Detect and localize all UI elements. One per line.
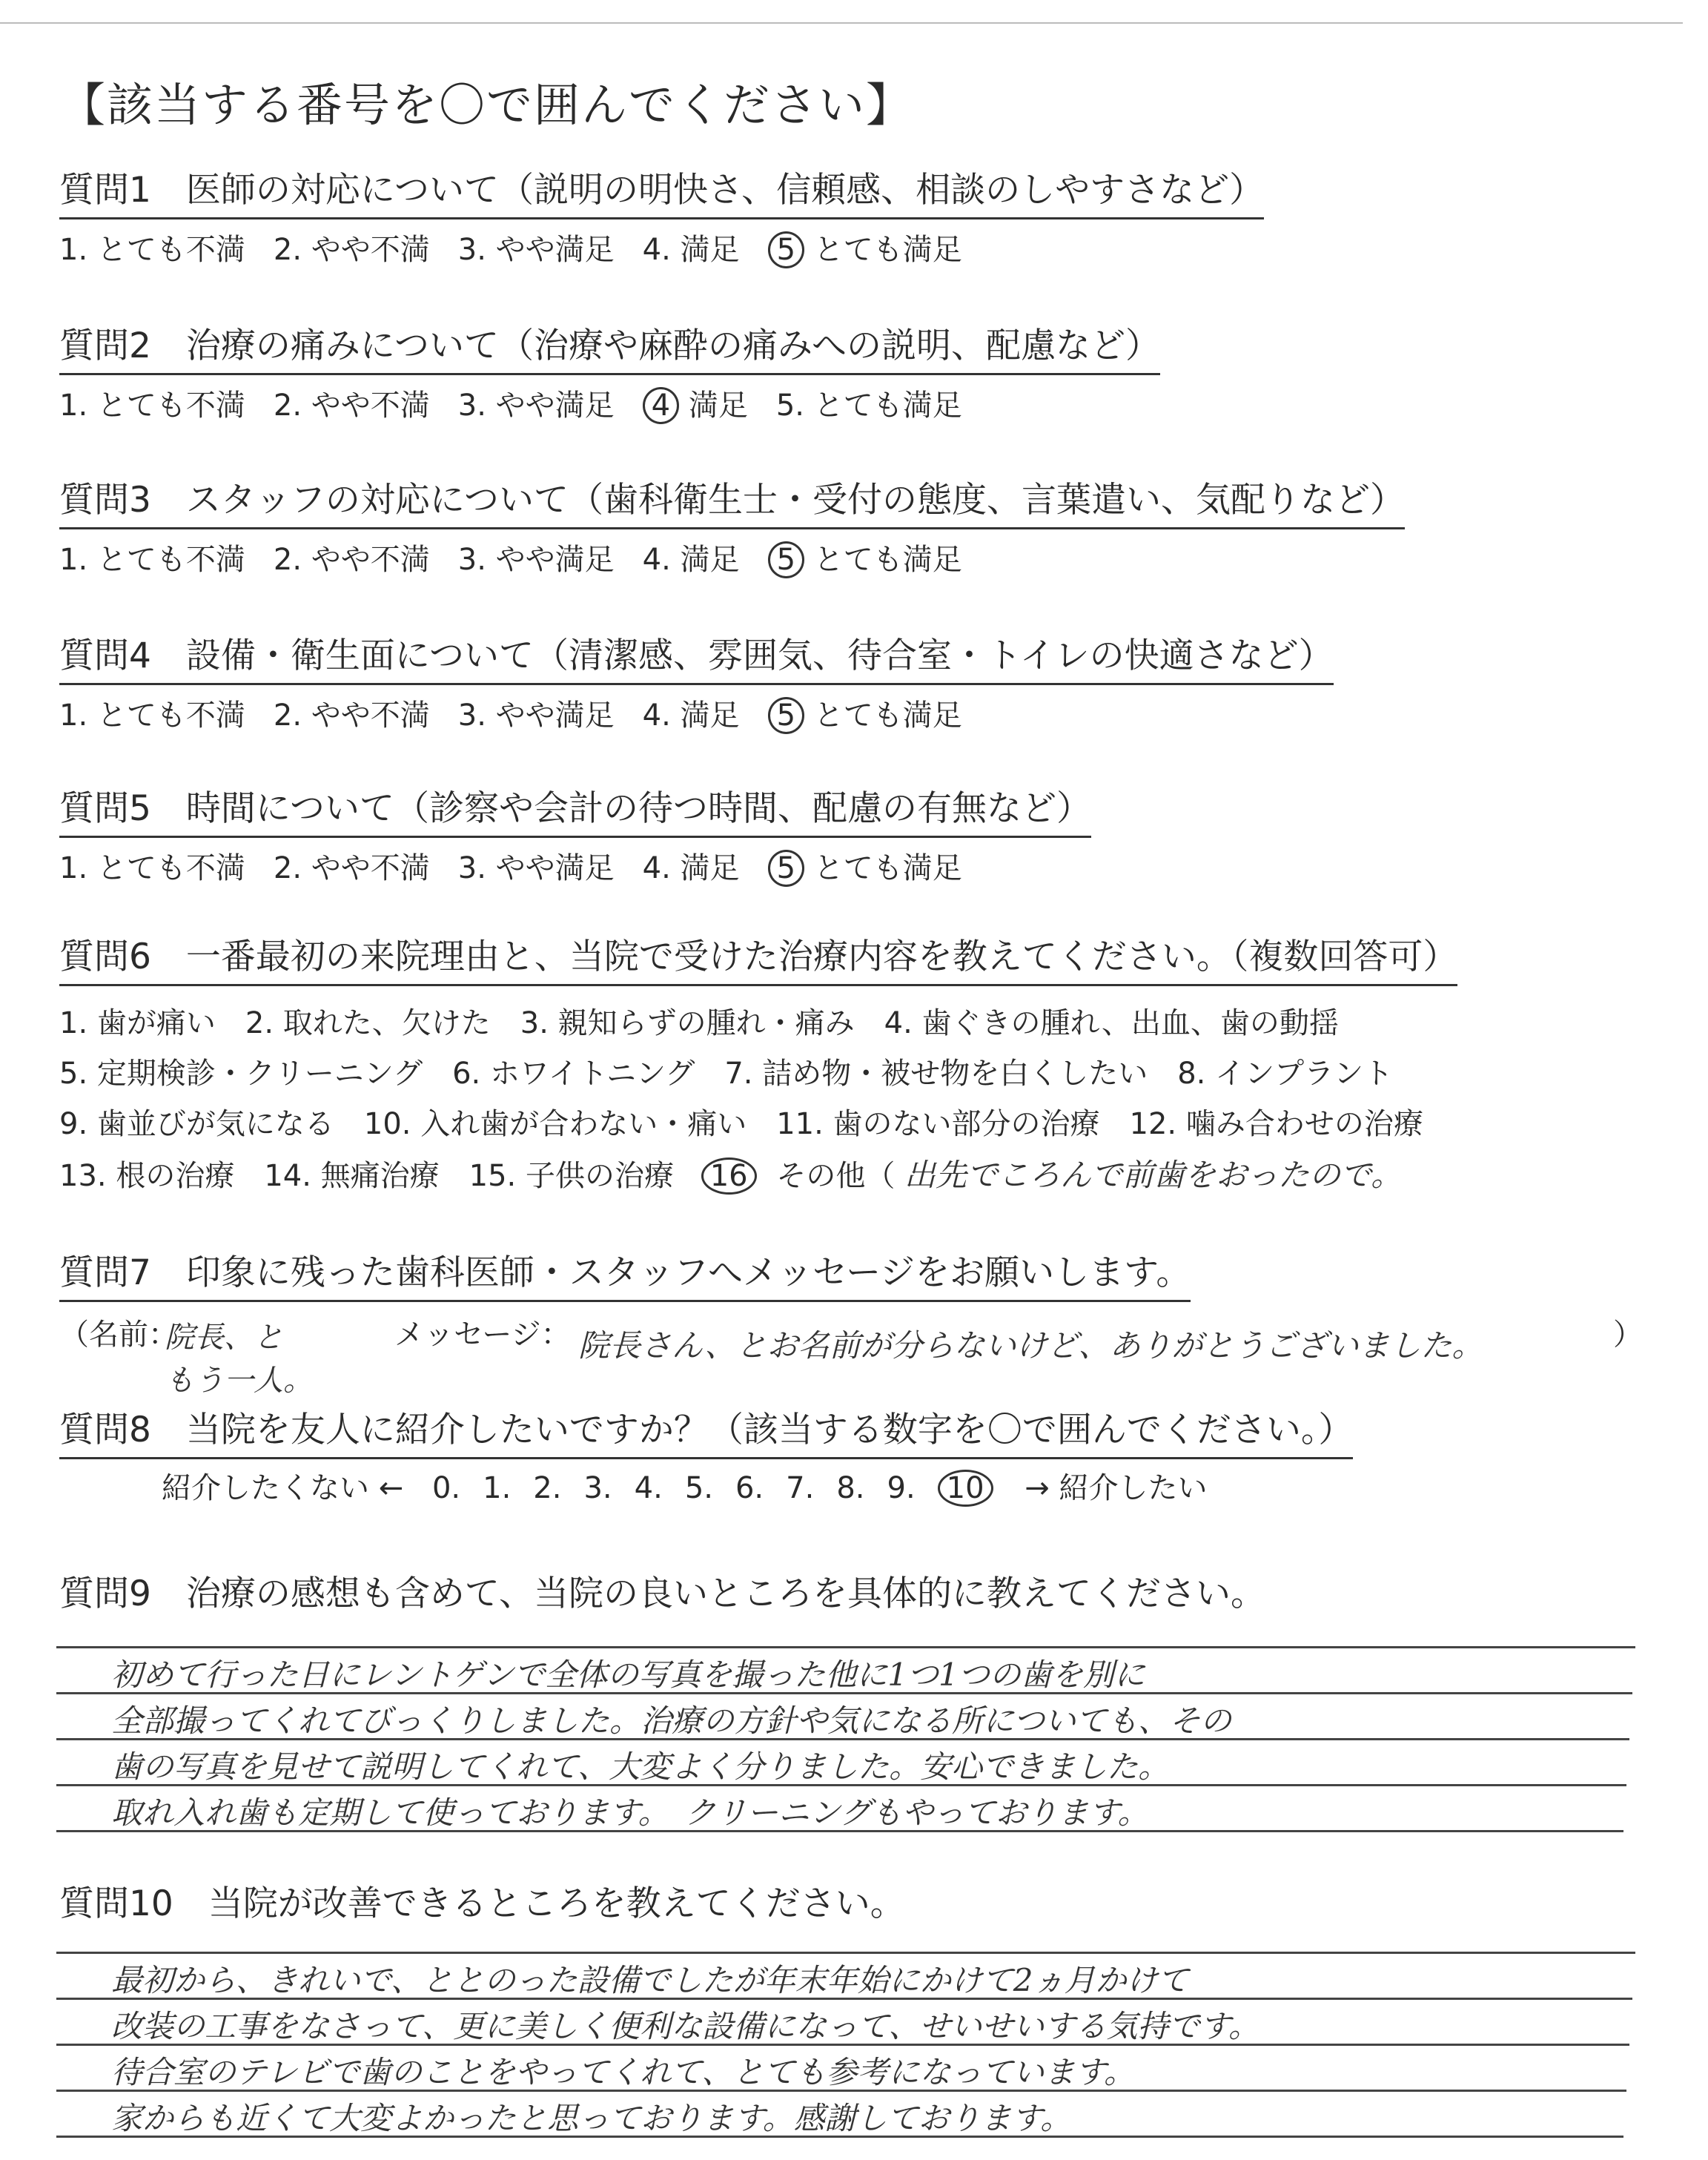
option-number: 3. (457, 851, 486, 885)
q4-options (59, 697, 990, 734)
q5-option-2[interactable] (274, 851, 430, 886)
q2-option-3[interactable] (458, 388, 615, 423)
option-number: 3. (457, 698, 486, 733)
q8-scale-numbers (413, 1471, 1016, 1505)
scale-number: 2. (533, 1471, 562, 1505)
q8-scale-6[interactable] (735, 1470, 764, 1506)
q6-other-answer[interactable]: 出先でころんで前歯をおったので。 (904, 1157, 1403, 1193)
q1-option-2[interactable] (274, 232, 430, 268)
q7-close-paren: ） (1613, 1318, 1643, 1352)
option-label: とても不満 (87, 851, 245, 885)
option-label: やや不満 (302, 389, 430, 423)
option-label: やや不満 (302, 698, 430, 733)
q10-heading: 質問10 当院が改善できるところを教えてください。 (59, 1883, 905, 1924)
option-number: 2. (273, 851, 302, 885)
q7-name-answer-2[interactable]: もう一人。 (165, 1364, 313, 1398)
scale-number: 4. (634, 1471, 663, 1505)
option-label: とても満足 (804, 389, 962, 423)
option-number: 3. (457, 543, 486, 577)
option-number: 4. (642, 543, 671, 577)
option-number: 3. (457, 389, 486, 423)
option-number: 5 (768, 850, 804, 887)
q3-option-2[interactable] (274, 542, 430, 578)
option-label: 満足 (670, 233, 740, 267)
q1-option-5[interactable] (768, 231, 962, 268)
q2-options (59, 387, 990, 424)
option-number: 1. (59, 698, 88, 733)
q6-heading: 質問6 一番最初の来院理由と、当院で受けた治療内容を教えてください。（複数回答可） (59, 936, 1457, 986)
option-label: とても満足 (804, 233, 962, 267)
q1-option-3[interactable] (458, 232, 615, 268)
q7-name-label: （名前： (59, 1318, 178, 1352)
q5-option-4[interactable] (643, 851, 740, 886)
option-number: 5. (775, 389, 805, 423)
option-label: とても不満 (87, 543, 245, 577)
q6-other-label: その他（ (776, 1159, 896, 1193)
q3-option-4[interactable] (643, 542, 740, 578)
option-label: やや不満 (302, 851, 430, 885)
q1-option-1[interactable] (59, 232, 245, 268)
option-number: 2. (273, 389, 302, 423)
option-number: 3. (457, 233, 486, 267)
q8-scale-2[interactable] (533, 1470, 561, 1506)
q4-option-1[interactable] (59, 698, 245, 733)
q8-scale-9[interactable] (887, 1470, 916, 1506)
q5-option-3[interactable] (458, 851, 615, 886)
q3-option-3[interactable] (458, 542, 615, 578)
q4-option-4[interactable] (643, 698, 740, 733)
option-number: 1. (59, 851, 88, 885)
option-number: 1. (59, 389, 88, 423)
option-label: やや満足 (486, 698, 615, 733)
q2-option-2[interactable] (274, 388, 430, 423)
scale-number: 1. (483, 1471, 512, 1505)
option-label: やや満足 (486, 543, 615, 577)
q2-option-1[interactable] (59, 388, 245, 423)
option-label: とても不満 (87, 389, 245, 423)
scale-number: 10 (938, 1470, 993, 1507)
q8-left-label: 紹介したくない ← (162, 1471, 404, 1505)
scale-number: 3. (583, 1471, 612, 1505)
q2-option-5[interactable] (776, 388, 962, 423)
q10-answer-line: 家からも近くて大変よかったと思っております。感謝しております。 (111, 2100, 1072, 2136)
option-label: やや満足 (486, 389, 615, 423)
q7-name-answer-1[interactable]: 院長、と (165, 1321, 283, 1355)
q3-option-5[interactable] (768, 541, 962, 578)
option-label: 満足 (670, 851, 740, 885)
q6-options-row-1[interactable]: 1. 歯が痛い 2. 取れた、欠けた 3. 親知らずの腫れ・痛み 4. 歯ぐきの腫れ、出血、歯の動揺 (59, 1006, 1339, 1040)
q2-heading: 質問2 治療の痛みについて（治療や麻酔の痛みへの説明、配慮など） (59, 325, 1160, 375)
q3-options (59, 541, 990, 578)
q2-option-4[interactable] (643, 387, 748, 424)
option-label: とても満足 (804, 851, 962, 885)
q5-option-5[interactable] (768, 850, 962, 887)
q10-answer-line: 最初から、きれいで、ととのった設備でしたが年末年始にかけて2ヵ月かけて (111, 1962, 1189, 1998)
option-label: やや満足 (486, 233, 615, 267)
option-number: 2. (273, 698, 302, 733)
q8-scale-0[interactable] (432, 1470, 460, 1506)
q5-option-1[interactable] (59, 851, 245, 886)
q9-answer-line: 初めて行った日にレントゲンで全体の写真を撮った他に1つ1つの歯を別に (111, 1657, 1145, 1693)
option-number: 4. (642, 698, 671, 733)
option-label: 満足 (670, 698, 740, 733)
q7-heading: 質問7 印象に残った歯科医師・スタッフへメッセージをお願いします。 (59, 1252, 1191, 1302)
option-number: 1. (59, 543, 88, 577)
option-number: 4. (642, 233, 671, 267)
option-number: 5 (768, 697, 804, 734)
q6-options-row-2[interactable]: 5. 定期検診・クリーニング 6. ホワイトニング 7. 詰め物・被せ物を白くしたい 8. インプラント (59, 1057, 1394, 1091)
q8-scale-5[interactable] (685, 1470, 713, 1506)
option-number: 2. (273, 543, 302, 577)
option-number: 4. (642, 851, 671, 885)
scale-number: 6. (735, 1471, 764, 1505)
q8-scale-10[interactable] (938, 1470, 993, 1507)
scale-number: 9. (887, 1471, 916, 1505)
scale-number: 8. (836, 1471, 865, 1505)
q9-ruled-line (56, 1646, 1635, 1648)
scale-number: 5. (684, 1471, 713, 1505)
q8-scale-1[interactable] (483, 1470, 511, 1506)
q7-message-label: メッセージ： (394, 1318, 571, 1352)
q6-selected-option[interactable]: 16 (701, 1157, 757, 1195)
option-label: やや不満 (302, 233, 430, 267)
option-label: やや不満 (302, 543, 430, 577)
scale-number: 0. (431, 1471, 461, 1505)
q1-heading: 質問1 医師の対応について（説明の明快さ、信頼感、相談のしやすさなど） (59, 169, 1264, 219)
q8-scale-8[interactable] (836, 1470, 864, 1506)
option-number: 2. (273, 233, 302, 267)
q3-heading: 質問3 スタッフの対応について（歯科衛生士・受付の態度、言葉遣い、気配りなど） (59, 479, 1405, 529)
option-number: 5 (768, 231, 804, 268)
q5-heading: 質問5 時間について（診察や会計の待つ時間、配慮の有無など） (59, 787, 1091, 838)
option-label: 満足 (679, 389, 748, 423)
q4-option-3[interactable] (458, 698, 615, 733)
q8-right-label: → 紹介したい (1025, 1471, 1208, 1505)
q1-options (59, 231, 990, 268)
q10-answer-line: 改装の工事をなさって、更に美しく便利な設備になって、せいせいする気持です。 (111, 2008, 1260, 2044)
q3-option-1[interactable] (59, 542, 245, 578)
q8-scale-7[interactable] (786, 1470, 814, 1506)
q5-options (59, 850, 990, 887)
q10-ruled-line (56, 1952, 1635, 1954)
option-label: とても満足 (804, 698, 962, 733)
q6-options-row-3[interactable]: 9. 歯並びが気になる 10. 入れ歯が合わない・痛い 11. 歯のない部分の治療 12. 噛み合わせの治療 (59, 1107, 1423, 1141)
page-title: 【該当する番号を〇で囲んでください】 (59, 78, 914, 132)
q8-scale-4[interactable] (635, 1470, 663, 1506)
option-number: 5 (768, 541, 804, 578)
page-top-border (0, 22, 1683, 24)
q4-heading: 質問4 設備・衛生面について（清潔感、雰囲気、待合室・トイレの快適さなど） (59, 635, 1334, 685)
q4-option-2[interactable] (274, 698, 430, 733)
option-number: 4 (643, 387, 679, 424)
q8-scale-3[interactable] (583, 1470, 612, 1506)
option-label: とても満足 (804, 543, 962, 577)
q8-scale (162, 1470, 1208, 1507)
option-label: とても不満 (87, 233, 245, 267)
q9-answer-line: 歯の写真を見せて説明してくれて、大変よく分りました。安心できました。 (111, 1748, 1170, 1785)
q7-message-answer[interactable]: 院長さん、とお名前が分らないけど、ありがとうございました。 (578, 1327, 1483, 1364)
q6-row4-prefix[interactable]: 13. 根の治療 14. 無痛治療 15. 子供の治療 (59, 1159, 674, 1193)
q1-option-4[interactable] (643, 232, 740, 268)
q10-answer-line: 待合室のテレビで歯のことをやってくれて、とても参考になっています。 (111, 2054, 1135, 2090)
option-number: 1. (59, 233, 88, 267)
q6-options-row-4 (59, 1157, 1402, 1195)
option-label: やや満足 (486, 851, 615, 885)
option-label: 満足 (670, 543, 740, 577)
option-label: とても不満 (87, 698, 245, 733)
q9-answer-line: 取れ入れ歯も定期して使っております。 クリーニングもやっております。 (111, 1794, 1149, 1831)
q9-answer-line: 全部撮ってくれてびっくりしました。治療の方針や気になる所についても、その (111, 1702, 1232, 1739)
q8-heading: 質問8 当院を友人に紹介したいですか？（該当する数字を〇で囲んでください。） (59, 1409, 1353, 1459)
q9-heading: 質問9 治療の感想も含めて、当院の良いところを具体的に教えてください。 (59, 1573, 1265, 1614)
q4-option-5[interactable] (768, 697, 962, 734)
scale-number: 7. (786, 1471, 815, 1505)
